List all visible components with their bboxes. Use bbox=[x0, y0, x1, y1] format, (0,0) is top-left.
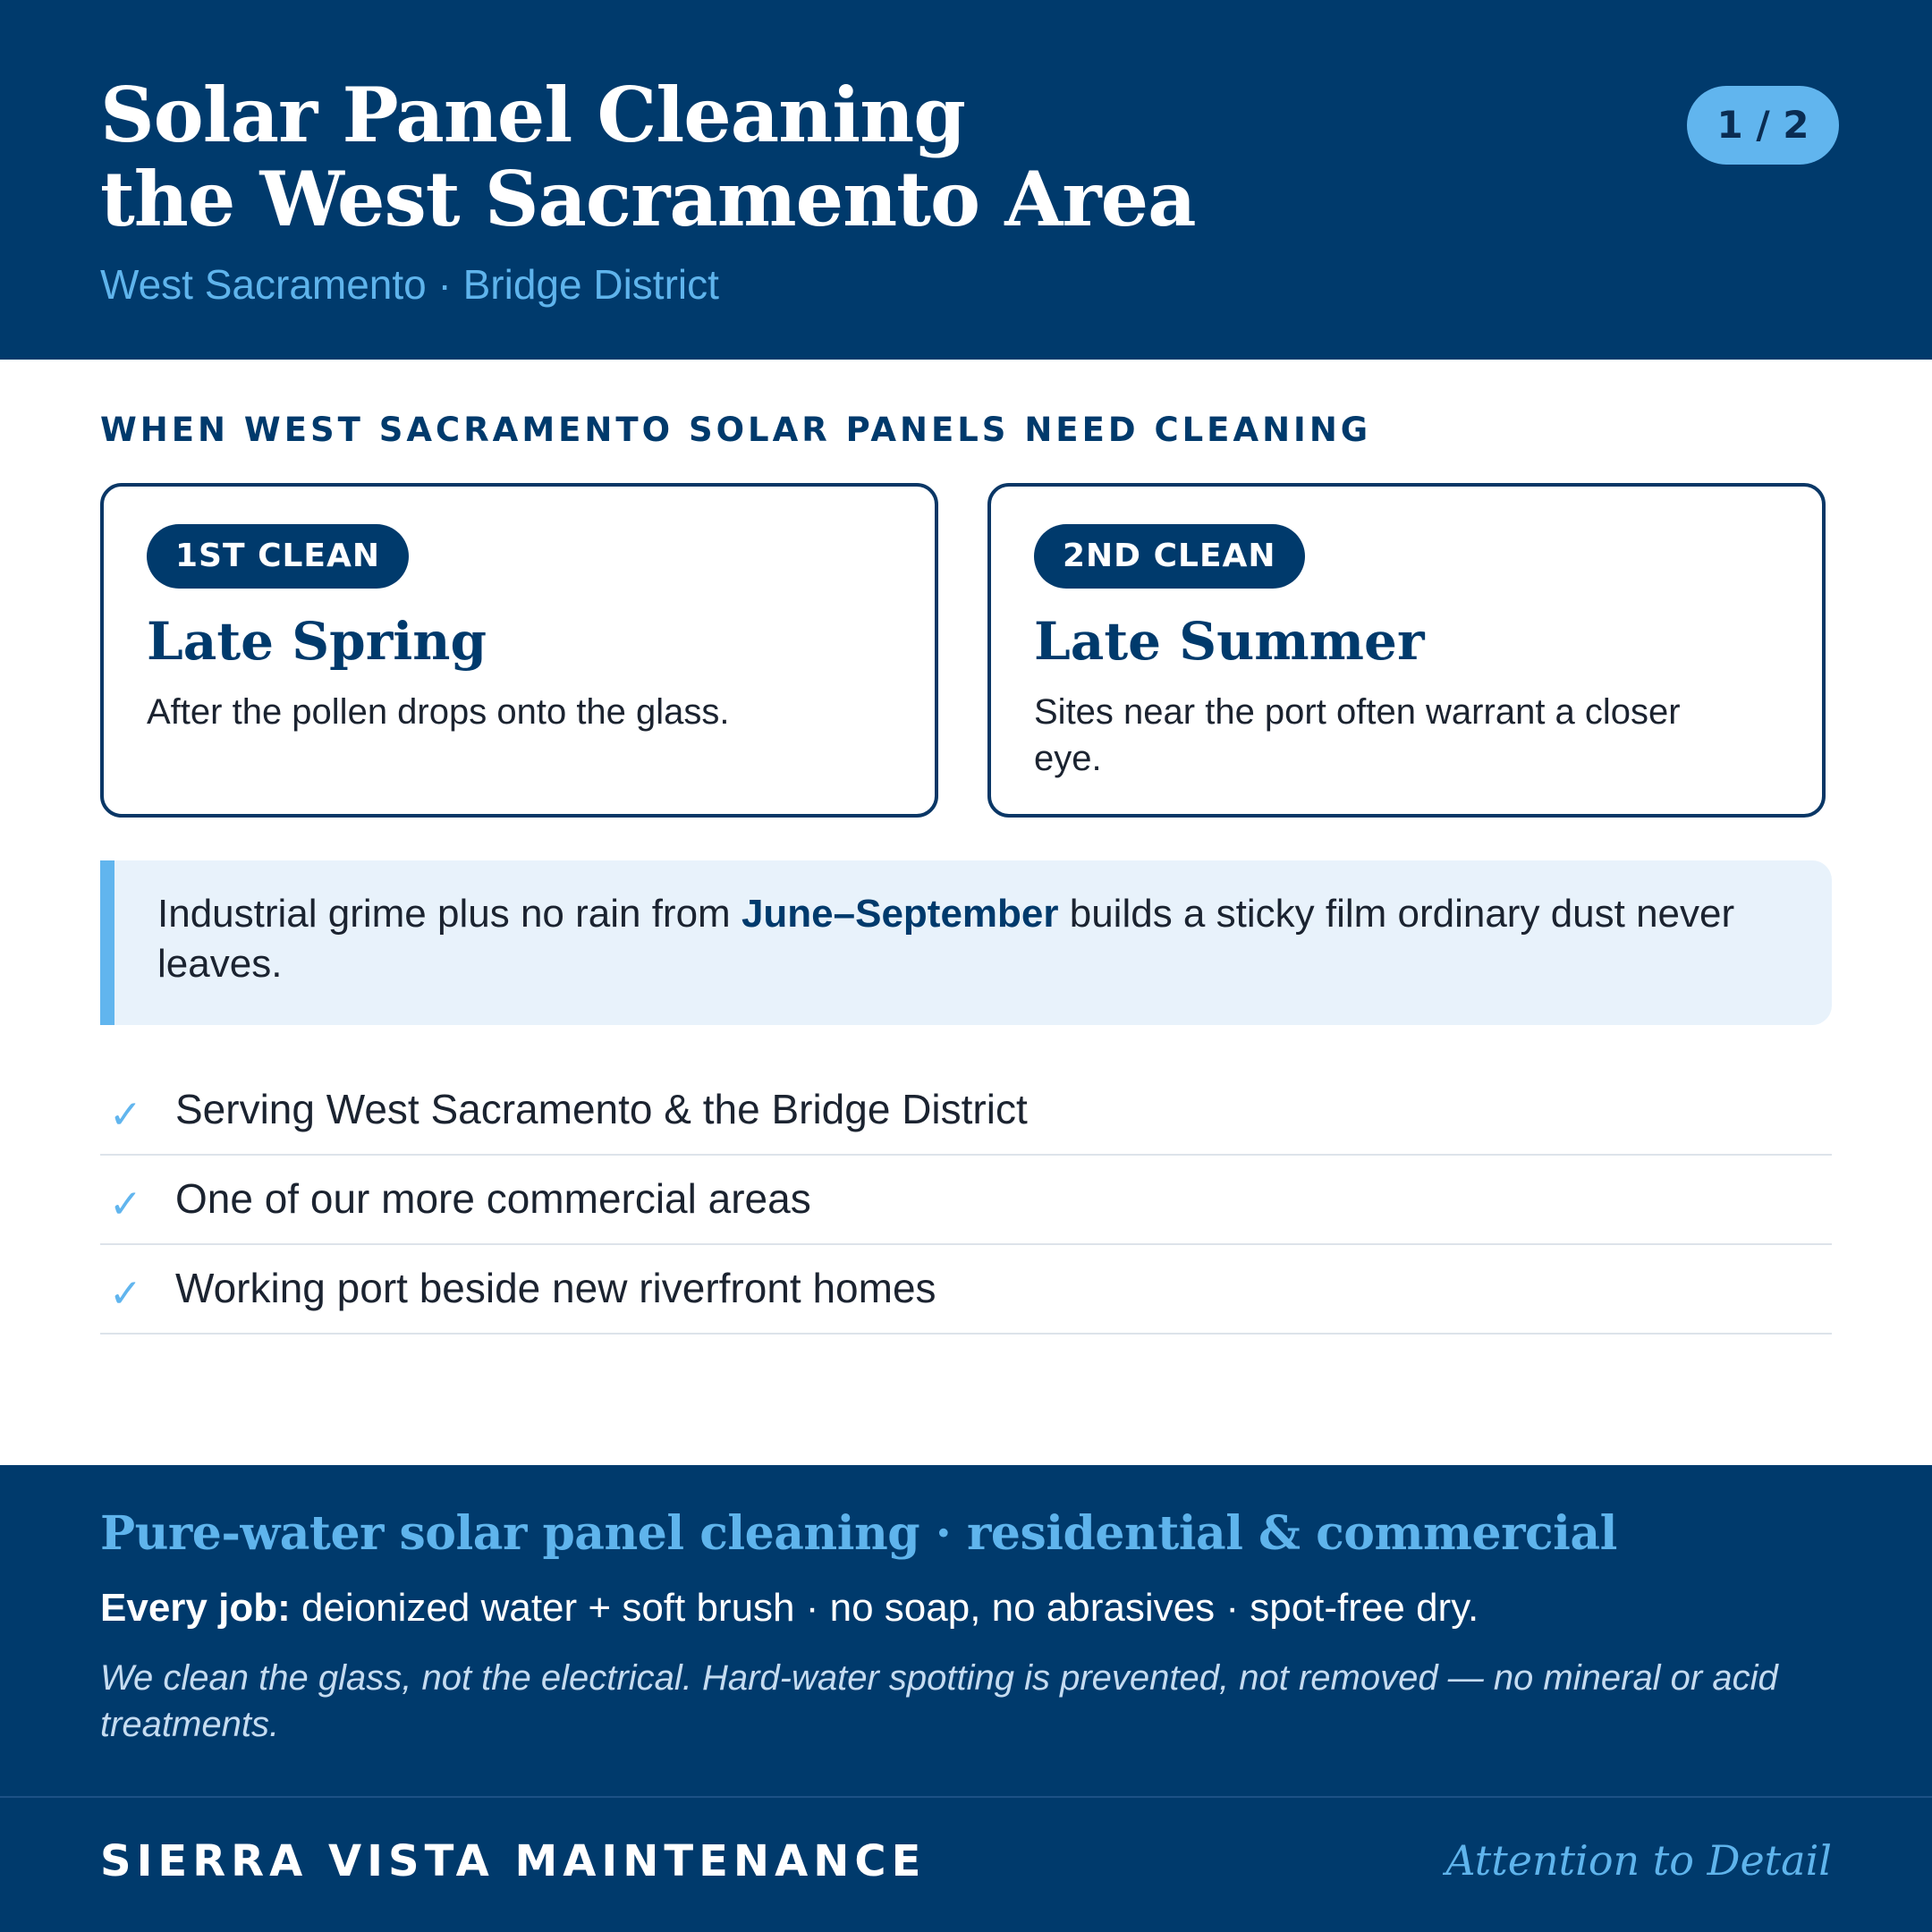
callout-text-start: Industrial grime plus no rain from bbox=[157, 892, 741, 936]
footer-banner bbox=[0, 1465, 1932, 1932]
process-label: Every job: bbox=[100, 1586, 291, 1630]
callout-highlight: June–September bbox=[741, 892, 1059, 936]
check-icon: ✓ bbox=[109, 1092, 142, 1138]
brand-name: SIERRA VISTA MAINTENANCE bbox=[100, 1836, 927, 1886]
cleaning-card-second bbox=[987, 483, 1826, 818]
check-icon: ✓ bbox=[109, 1271, 142, 1317]
feature-checklist bbox=[100, 1066, 1832, 1335]
checklist-item-text: Serving West Sacramento & the Bridge District bbox=[175, 1086, 1028, 1132]
season-title: Late Spring bbox=[147, 611, 487, 672]
callout-text bbox=[157, 889, 1803, 989]
cleaning-card-first bbox=[100, 483, 938, 818]
checklist-item-text: Working port beside new riverfront homes bbox=[175, 1265, 936, 1311]
service-tagline: Pure-water solar panel cleaning · residential & commercial bbox=[100, 1506, 1617, 1561]
season-title: Late Summer bbox=[1034, 611, 1425, 672]
checklist-item bbox=[100, 1066, 1832, 1156]
climate-callout bbox=[100, 860, 1832, 1025]
footer-divider bbox=[0, 1796, 1932, 1798]
checklist-item bbox=[100, 1245, 1832, 1335]
checklist-item-text: One of our more commercial areas bbox=[175, 1175, 811, 1222]
process-text: deionized water + soft brush · no soap, no abrasives · spot-free dry. bbox=[290, 1586, 1479, 1630]
clean-number-tag: 1ST CLEAN bbox=[147, 524, 409, 589]
page-title bbox=[100, 73, 1531, 242]
process-line bbox=[100, 1583, 1479, 1633]
page-indicator-badge: 1 / 2 bbox=[1687, 86, 1839, 165]
brand-slogan: Attention to Detail bbox=[1445, 1836, 1832, 1885]
checklist-item bbox=[100, 1156, 1832, 1245]
check-icon: ✓ bbox=[109, 1182, 142, 1227]
clean-number-tag: 2ND CLEAN bbox=[1034, 524, 1305, 589]
season-description: After the pollen drops onto the glass. bbox=[147, 692, 730, 732]
location-subtitle: West Sacramento · Bridge District bbox=[100, 261, 719, 308]
callout-text-end: builds a sticky film ordinary dust never leaves. bbox=[157, 892, 1735, 986]
service-disclaimer: We clean the glass, not the electrical. Hard-water spotting is prevented, not removed — no mineral or acid treatments. bbox=[100, 1658, 1778, 1744]
section-heading: WHEN WEST SACRAMENTO SOLAR PANELS NEED CLEANING bbox=[100, 411, 1372, 449]
page-title-line-1: Solar Panel Cleaning bbox=[100, 71, 965, 159]
season-description: Sites near the port often warrant a closer eye. bbox=[1034, 692, 1681, 778]
page-title-line-2: the West Sacramento Area bbox=[100, 155, 1196, 243]
header-banner bbox=[0, 0, 1932, 360]
